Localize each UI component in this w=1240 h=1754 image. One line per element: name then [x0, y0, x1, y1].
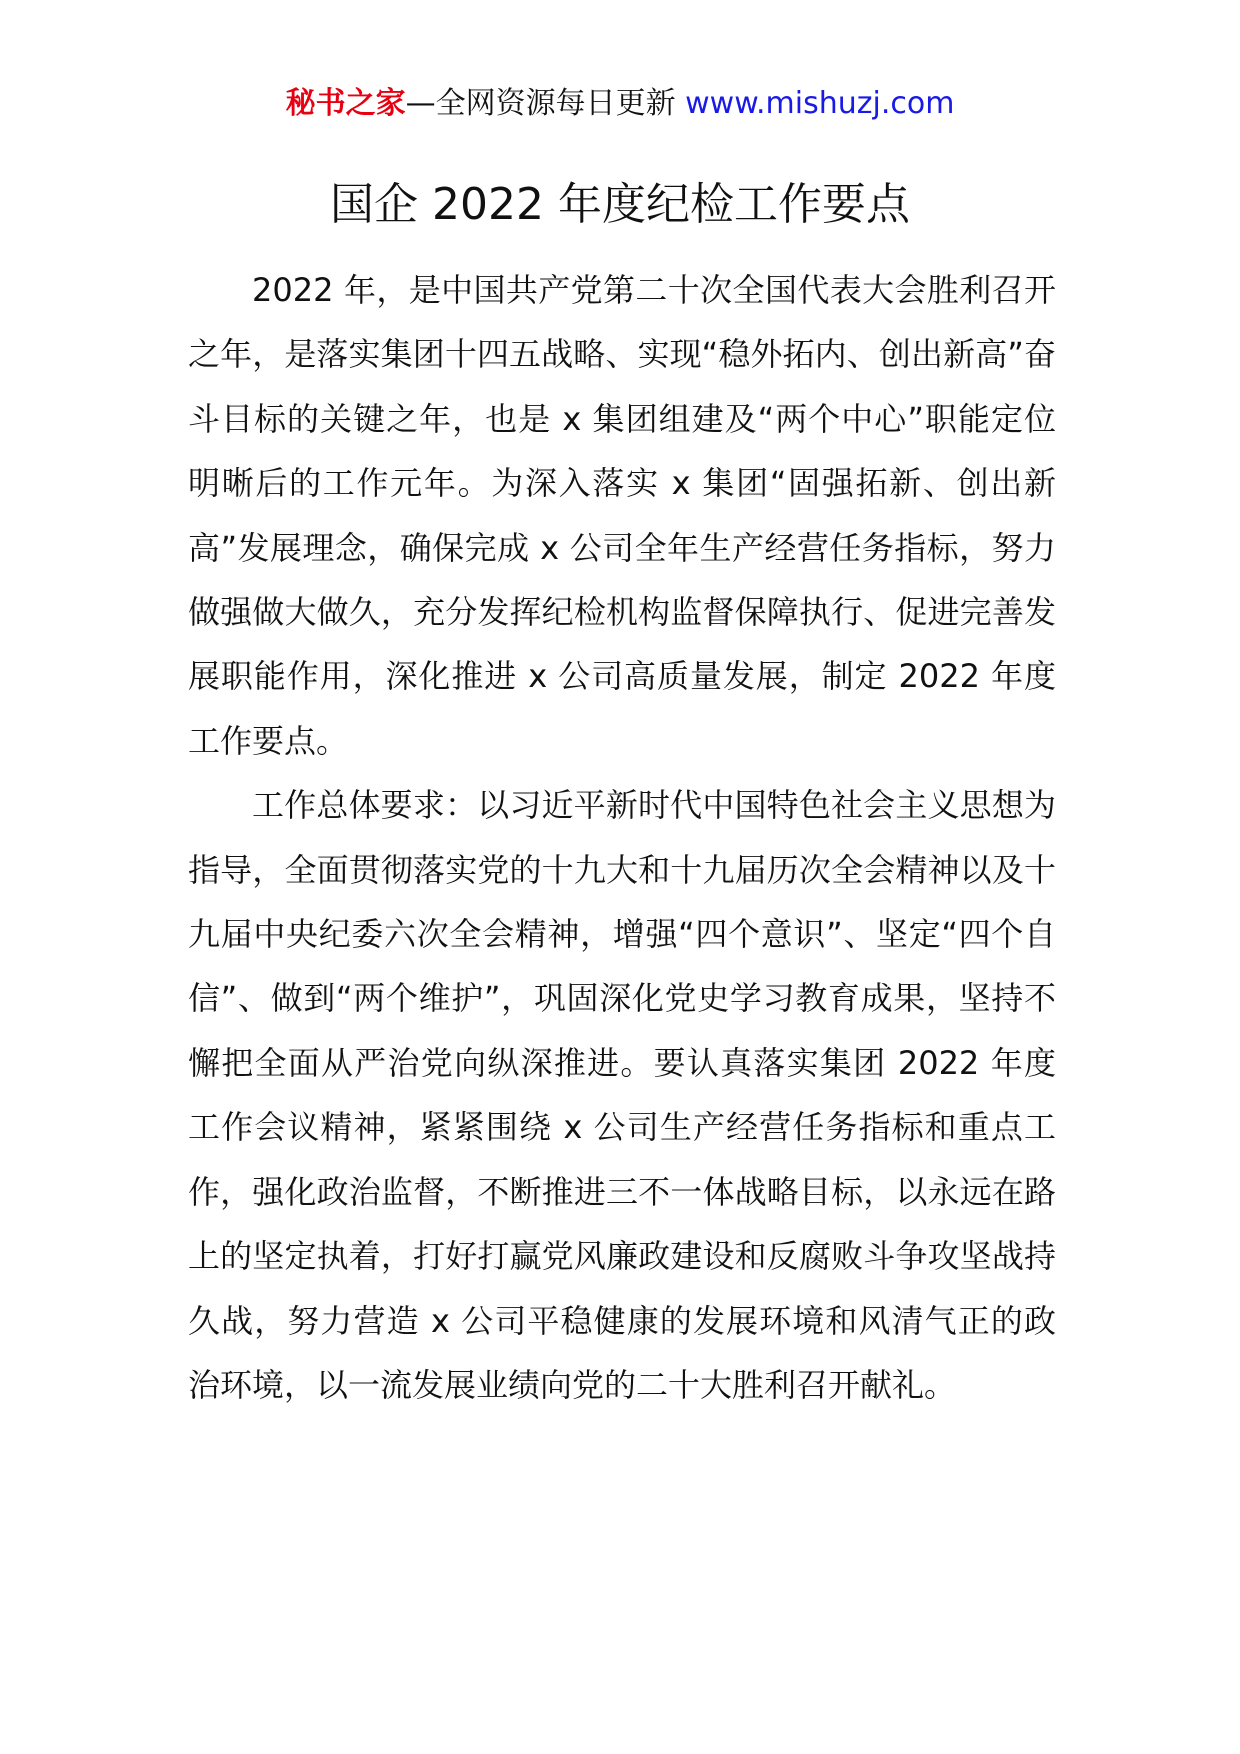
document-body [188, 258, 1056, 1417]
site-banner [0, 84, 1240, 124]
brand-name: 秘书之家 [285, 86, 406, 121]
site-url-link[interactable]: www.mishuzj.com [685, 86, 955, 121]
paragraph-general-requirements: 工作总体要求：以习近平新时代中国特色社会主义思想为指导，全面贯彻落实党的十九大和十九届历次全会精神以及十九届中央纪委六次全会精神，增强“四个意识”、坚定“四个自信”、做到“两个维护”，巩固深化党史学习教育成果，坚持不懈把全面从严治党向纵深推进。要认真落实集团 2022 年度工作会议精神，紧紧围绕 x 公司生产经营任务指标和重点工作，强化政治监督，不断推进三不一体战略目标，以永远在路上的坚定执着，打好打赢党风廉政建设和反腐败斗争攻坚战持久战，努力营造 x 公司平稳健康的发展环境和风清气正的政治环境，以一流发展业绩向党的二十大胜利召开献礼。 [188, 786, 1056, 1404]
paragraph-intro: 2022 年，是中国共产党第二十次全国代表大会胜利召开之年，是落实集团十四五战略、实现“稳外拓内、创出新高”奋斗目标的关键之年，也是 x 集团组建及“两个中心”职能定位明晰后的工作元年。为深入落实 x 集团“固强拓新、创出新高”发展理念，确保完成 x 公司全年生产经营任务指标，努力做强做大做久，充分发挥纪检机构监督保障执行、促进完善发展职能作用，深化推进 x 公司高质量发展，制定 2022 年度工作要点。 [188, 271, 1056, 760]
banner-tagline: —全网资源每日更新 [405, 86, 686, 121]
document-title: 国企 2022 年度纪检工作要点 [330, 179, 910, 230]
